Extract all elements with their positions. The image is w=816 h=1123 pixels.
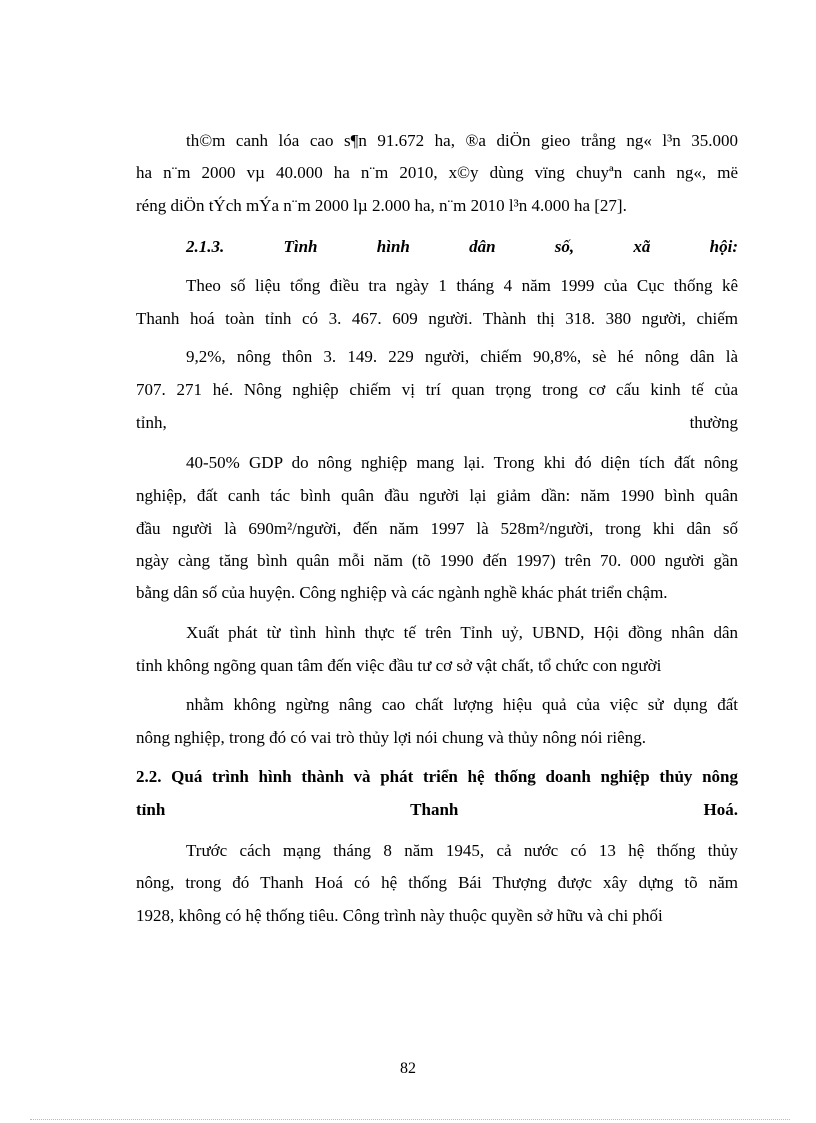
section-heading-2-2: 2.2. Quá trình hình thành và phát triển hệ thống doanh nghiệp thủy nông — [136, 767, 738, 786]
body-line: 40-50% GDP do nông nghiệp mang lại. Trong khi đó diện tích đất nông — [186, 453, 738, 472]
body-line: đầu người là 690m²/người, đến năm 1997 là 528m²/người, trong khi dân số — [136, 519, 738, 538]
body-line: nông nghiệp, trong đó có vai trò thủy lợi nói chung và thủy nông nói riêng. — [136, 728, 646, 747]
body-line: Xuất phát từ tình hình thực tế trên Tỉnh uỷ, UBND, Hội đồng nhân dân — [186, 623, 738, 642]
body-line: Theo số liệu tổng điều tra ngày 1 tháng 4 năm 1999 của Cục thống kê — [186, 276, 738, 295]
body-line: nhằm không ngừng nâng cao chất lượng hiệu quả của việc sử dụng đất — [186, 695, 738, 714]
body-line: 1928, không có hệ thống tiêu. Công trình này thuộc quyền sở hữu và chi phối — [136, 906, 663, 925]
body-line: bằng dân số của huyện. Công nghiệp và các ngành nghề khác phát triển chậm. — [136, 583, 668, 602]
body-line: 707. 271 hé. Nông nghiệp chiếm vị trí quan trọng trong cơ cấu kinh tế của — [136, 380, 738, 399]
body-line: Trước cách mạng tháng 8 năm 1945, cả nước có 13 hệ thống thủy — [186, 841, 738, 860]
body-line: réng diÖn tÝch mÝa n¨m 2000 lµ 2.000 ha, n¨m 2010 l³n 4.000 ha [27]. — [136, 196, 627, 215]
page-bottom-divider — [30, 1119, 790, 1120]
page-number: 82 — [400, 1060, 416, 1077]
body-line: tỉnh không ngõng quan tâm đến việc đầu tư cơ sở vật chất, tổ chức con người — [136, 656, 662, 675]
body-line: th©m canh lóa cao s¶n 91.672 ha, ®a diÖn gieo trång ng« l³n 35.000 — [186, 131, 738, 150]
body-line: Thanh hoá toàn tỉnh có 3. 467. 609 người. Thành thị 318. 380 người, chiếm — [136, 309, 738, 328]
body-line: tỉnh, thường — [136, 413, 738, 432]
section-heading-2-2-cont: tỉnh Thanh Hoá. — [136, 800, 738, 819]
section-heading-2-1-3: 2.1.3. Tình hình dân số, xã hội: — [186, 237, 738, 256]
body-line: ngày càng tăng bình quân mỗi năm (tõ 1990 đến 1997) trên 70. 000 người gần — [136, 551, 738, 570]
body-line: nông, trong đó Thanh Hoá có hệ thống Bái Thượng được xây dựng tõ năm — [136, 873, 738, 892]
body-line: nghiệp, đất canh tác bình quân đầu người lại giảm dần: năm 1990 bình quân — [136, 486, 738, 505]
body-line: 9,2%, nông thôn 3. 149. 229 người, chiếm 90,8%, sè hé nông dân là — [186, 347, 738, 366]
body-line: ha n¨m 2000 vµ 40.000 ha n¨m 2010, x©y dùng vïng chuyªn canh ng«, më — [136, 163, 738, 182]
